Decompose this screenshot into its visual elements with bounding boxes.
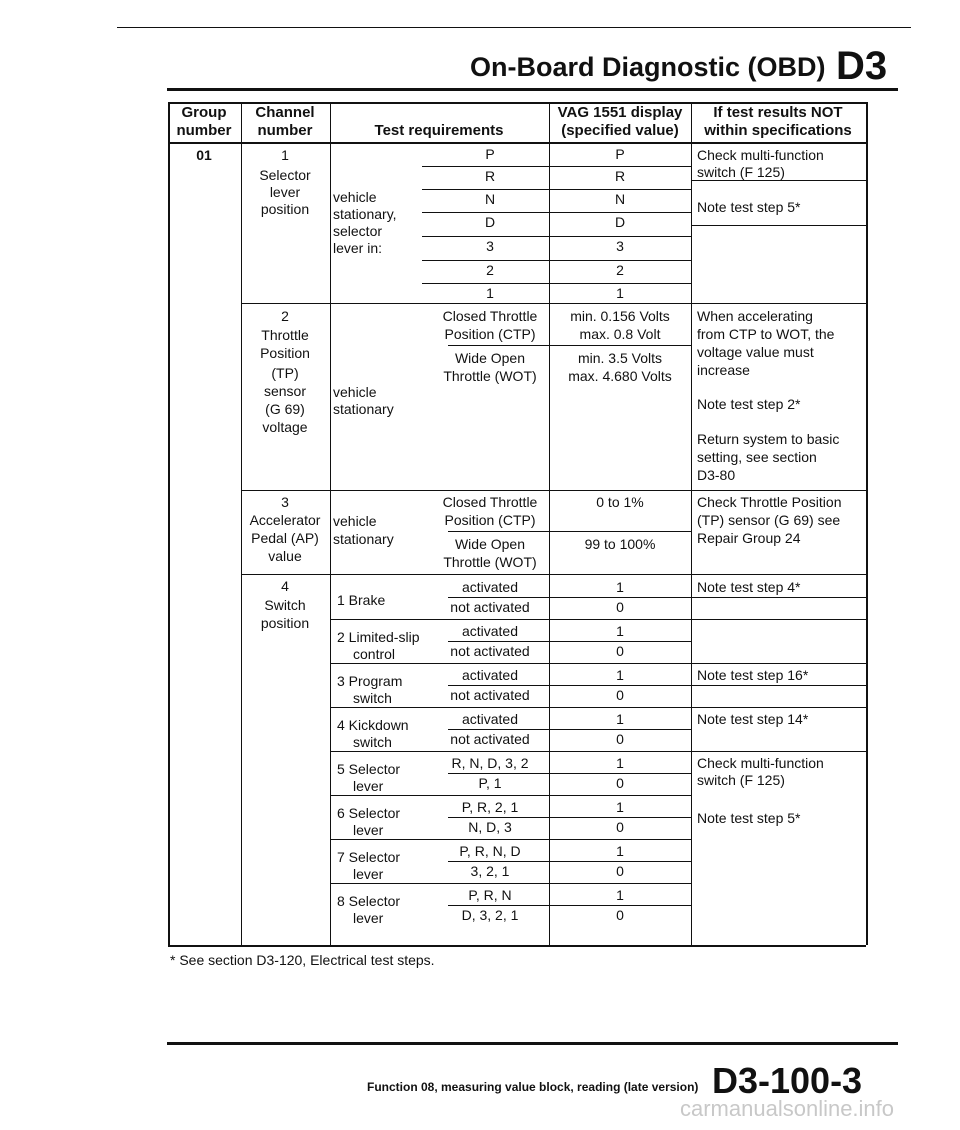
requirement: Closed Throttle [442, 308, 538, 324]
channel-2-note: Return system to basic [697, 431, 840, 447]
switch-name: lever [353, 778, 384, 794]
header-group: Group [181, 104, 227, 121]
display-value: P [615, 146, 625, 162]
table-rule [422, 166, 549, 167]
channel-1-label: position [260, 201, 310, 217]
channel-2-note: voltage value must [697, 344, 814, 360]
channel-1-label: 1 [281, 147, 289, 163]
display-value: 0 [616, 907, 624, 923]
channel-1-note: Check multi-function [697, 147, 824, 163]
table-rule [448, 641, 691, 642]
table-rule [549, 260, 691, 261]
switch-name: lever [353, 866, 384, 882]
column-rule [866, 102, 868, 945]
requirement: Closed Throttle [442, 494, 538, 510]
table-rule [168, 142, 866, 144]
table-rule [330, 751, 691, 752]
header-channel-number: number [257, 122, 313, 139]
display-value: D [614, 214, 626, 230]
display-value: 0 [616, 819, 624, 835]
switch-name: switch [353, 690, 392, 706]
channel-2-label: (G 69) [265, 401, 305, 417]
display-value: 0 [616, 731, 624, 747]
table-rule [330, 707, 691, 708]
switch-name: 5 Selector [337, 761, 401, 777]
switch-condition: activated [461, 623, 519, 639]
channel-1-note: switch (F 125) [697, 164, 785, 180]
display-value: 99 to 100% [584, 536, 656, 552]
channel-2-condition: stationary [333, 401, 394, 417]
channel-4-note: Check multi-function [697, 755, 824, 771]
section-code: D3 [836, 44, 888, 88]
display-value: min. 3.5 Volts [577, 350, 663, 366]
switch-name: 6 Selector [337, 805, 401, 821]
channel-3-note: Check Throttle Position [697, 494, 842, 510]
display-value: 2 [616, 262, 624, 278]
channel-2-note: D3-80 [697, 467, 736, 483]
selector-position: P [485, 146, 495, 162]
switch-name: lever [353, 910, 384, 926]
switch-condition: not activated [450, 599, 530, 615]
selector-position: D [484, 214, 496, 230]
table-rule [422, 212, 549, 213]
requirement: Position (CTP) [444, 512, 536, 528]
channel-2-label: 2 [281, 308, 289, 324]
footnote: * See section D3-120, Electrical test steps. [170, 952, 435, 968]
channel-1-condition: selector [333, 223, 383, 239]
table-rule [691, 619, 866, 620]
switch-condition: P, 1 [478, 775, 502, 791]
table-rule [241, 303, 866, 304]
display-value: max. 4.680 Volts [568, 368, 672, 384]
switch-condition: activated [461, 667, 519, 683]
footer-rule [167, 1042, 898, 1045]
display-value: 1 [616, 711, 624, 727]
display-value: 0 [616, 775, 624, 791]
table-rule [330, 883, 691, 884]
display-value: 0 [616, 599, 624, 615]
channel-4-label: Switch [264, 597, 306, 613]
channel-3-condition: vehicle [333, 513, 377, 529]
channel-4-note: Note test step 4* [697, 579, 801, 595]
channel-2-note: from CTP to WOT, the [697, 326, 835, 342]
channel-4-note: Note test step 5* [697, 810, 801, 826]
switch-name: 1 Brake [337, 592, 386, 608]
table-rule [330, 839, 691, 840]
selector-position: 3 [486, 238, 494, 254]
channel-1-condition: lever in: [333, 240, 383, 256]
switch-condition: N, D, 3 [468, 819, 512, 835]
table-rule [448, 861, 691, 862]
channel-4-note: Note test step 14* [697, 711, 809, 727]
requirement: Throttle (WOT) [443, 368, 537, 384]
table-rule [330, 795, 691, 796]
switch-condition: P, R, N, D [459, 843, 521, 859]
switch-name: 3 Program [337, 673, 403, 689]
table-rule [448, 345, 549, 346]
display-value: 1 [616, 667, 624, 683]
switch-condition: activated [461, 711, 519, 727]
switch-name: control [353, 646, 396, 662]
table-rule [168, 945, 866, 947]
channel-1-label: Selector [259, 167, 311, 183]
table-rule [448, 597, 691, 598]
table-rule [691, 180, 866, 181]
switch-name: switch [353, 734, 392, 750]
display-value: 0 [616, 863, 624, 879]
table-rule [549, 236, 691, 237]
channel-3-note: Repair Group 24 [697, 530, 801, 546]
channel-3-note: (TP) sensor (G 69) see [697, 512, 841, 528]
channel-2-note: When accelerating [697, 308, 813, 324]
table-rule [448, 905, 691, 906]
display-value: N [614, 191, 626, 207]
display-value: R [614, 168, 626, 184]
display-value: 0 to 1% [596, 494, 644, 510]
table-rule [691, 225, 866, 226]
channel-2-condition: vehicle [333, 384, 377, 400]
switch-condition: activated [461, 579, 519, 595]
switch-condition: not activated [450, 731, 530, 747]
footer-page-number: D3-100-3 [712, 1060, 863, 1101]
display-value: 0 [616, 687, 624, 703]
header-test-requirements: Test requirements [374, 122, 504, 139]
switch-condition: P, R, N [468, 887, 512, 903]
channel-4-note: switch (F 125) [697, 772, 785, 788]
footer-text: Function 08, measuring value block, reading (late version) [367, 1080, 699, 1094]
table-rule [691, 707, 866, 708]
requirement: Wide Open [454, 350, 526, 366]
display-value: 1 [616, 755, 624, 771]
switch-condition: P, R, 2, 1 [461, 799, 519, 815]
switch-condition: 3, 2, 1 [470, 863, 510, 879]
column-rule [168, 102, 170, 945]
page-title: On-Board Diagnostic (OBD) [470, 52, 826, 82]
table-rule [691, 685, 866, 686]
header-group-number: number [176, 122, 232, 139]
display-value: max. 0.8 Volt [579, 326, 661, 342]
selector-position: 2 [486, 262, 494, 278]
switch-name: lever [353, 822, 384, 838]
header-specified-value: (specified value) [561, 122, 679, 139]
table-rule [549, 345, 691, 346]
switch-name: 8 Selector [337, 893, 401, 909]
channel-3-label: Pedal (AP) [251, 530, 319, 546]
channel-4-label: position [260, 615, 310, 631]
table-rule [422, 283, 549, 284]
channel-2-note: increase [697, 362, 750, 378]
table-rule [549, 189, 691, 190]
watermark: carmanualsonline.info [680, 1096, 895, 1121]
table-rule [549, 283, 691, 284]
display-value: 1 [616, 843, 624, 859]
display-value: min. 0.156 Volts [570, 308, 670, 324]
display-value: 3 [616, 238, 624, 254]
group-number: 01 [196, 147, 212, 163]
table-rule [549, 531, 691, 532]
table-rule [422, 189, 549, 190]
channel-1-condition: stationary, [333, 206, 397, 222]
header-within-spec: within specifications [704, 122, 852, 139]
channel-3-label: 3 [281, 494, 289, 510]
table-rule [691, 663, 866, 664]
table-rule [691, 751, 866, 752]
switch-condition: not activated [450, 687, 530, 703]
channel-3-label: Accelerator [249, 512, 321, 528]
channel-2-label: (TP) [271, 365, 299, 381]
header-vag-display: VAG 1551 display [557, 104, 683, 121]
table-rule [448, 817, 691, 818]
channel-3-condition: stationary [333, 531, 394, 547]
switch-name: 7 Selector [337, 849, 401, 865]
switch-name: 4 Kickdown [337, 717, 409, 733]
display-value: 0 [616, 643, 624, 659]
table-rule [448, 531, 549, 532]
channel-1-condition: vehicle [333, 189, 377, 205]
table-rule [241, 490, 866, 491]
table-rule [549, 212, 691, 213]
switch-condition: not activated [450, 643, 530, 659]
display-value: 1 [616, 285, 624, 301]
header-if-not: If test results NOT [713, 104, 843, 121]
table-rule [330, 663, 691, 664]
switch-name: 2 Limited-slip [337, 629, 420, 645]
table-rule [422, 236, 549, 237]
table-rule [448, 729, 691, 730]
requirement: Position (CTP) [444, 326, 536, 342]
switch-condition: D, 3, 2, 1 [461, 907, 519, 923]
table-rule [448, 773, 691, 774]
table-rule [691, 597, 866, 598]
channel-3-label: value [268, 548, 302, 564]
selector-position: R [484, 168, 496, 184]
header-channel: Channel [255, 104, 315, 121]
table-rule [330, 619, 691, 620]
display-value: 1 [616, 887, 624, 903]
channel-1-label: lever [269, 184, 301, 200]
channel-1-note: Note test step 5* [697, 199, 801, 215]
channel-4-note: Note test step 16* [697, 667, 809, 683]
table-rule [241, 574, 866, 575]
channel-2-label: Throttle [261, 327, 309, 343]
table-rule [448, 685, 691, 686]
selector-position: 1 [486, 285, 494, 301]
channel-2-label: voltage [262, 419, 308, 435]
display-value: 1 [616, 799, 624, 815]
channel-2-note: Note test step 2* [697, 396, 801, 412]
display-value: 1 [616, 579, 624, 595]
selector-position: N [484, 191, 496, 207]
channel-2-label: sensor [263, 383, 307, 399]
channel-2-label: Position [260, 345, 310, 361]
requirement: Throttle (WOT) [443, 554, 537, 570]
display-value: 1 [616, 623, 624, 639]
table-rule [549, 166, 691, 167]
channel-4-label: 4 [281, 578, 289, 594]
requirement: Wide Open [454, 536, 526, 552]
table-rule [422, 260, 549, 261]
switch-condition: R, N, D, 3, 2 [451, 755, 529, 771]
channel-2-note: setting, see section [697, 449, 817, 465]
